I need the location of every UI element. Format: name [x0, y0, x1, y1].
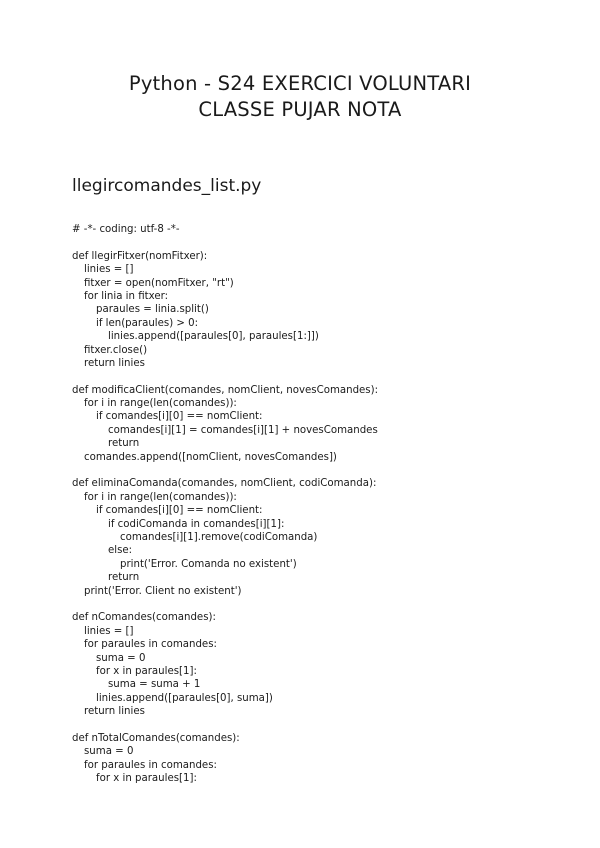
code-line: def nComandes(comandes):	[72, 612, 216, 624]
code-listing	[72, 223, 572, 785]
code-line: linies = []	[84, 264, 134, 276]
code-line: for paraules in comandes:	[84, 639, 217, 651]
code-line: suma = 0	[96, 652, 146, 664]
file-heading: llegircomandes_list.py	[72, 176, 262, 196]
document-title-line-2: CLASSE PUJAR NOTA	[198, 98, 402, 121]
code-line: if comandes[i][0] == nomClient:	[96, 505, 263, 517]
document-title-line-1: Python - S24 EXERCICI VOLUNTARI	[128, 72, 472, 95]
code-line: def llegirFitxer(nomFitxer):	[72, 250, 208, 262]
code-line: if comandes[i][0] == nomClient:	[96, 411, 263, 423]
code-line: return linies	[84, 706, 145, 718]
code-line: linies = []	[84, 625, 134, 637]
code-line: linies.append([paraules[0], paraules[1:]])	[108, 331, 319, 343]
code-line: def eliminaComanda(comandes, nomClient, codiComanda):	[72, 478, 377, 490]
code-line: suma = 0	[84, 746, 134, 758]
code-line: else:	[108, 545, 133, 557]
code-line: suma = suma + 1	[108, 679, 201, 691]
code-line: fitxer.close()	[84, 344, 148, 356]
code-line	[72, 236, 572, 249]
code-line: comandes[i][1] = comandes[i][1] + novesComandes	[108, 424, 378, 436]
code-line: if codiComanda in comandes[i][1]:	[108, 518, 285, 530]
code-line	[72, 464, 572, 477]
code-line: return	[108, 438, 140, 450]
code-line: def modificaClient(comandes, nomClient, novesComandes):	[72, 384, 379, 396]
code-line: fitxer = open(nomFitxer, "rt")	[84, 277, 234, 289]
code-line	[72, 598, 572, 611]
code-line	[72, 370, 572, 383]
code-line: linies.append([paraules[0], suma])	[96, 692, 273, 704]
code-line: return linies	[84, 357, 145, 369]
code-line: comandes.append([nomClient, novesComandes])	[84, 451, 337, 463]
code-line	[72, 718, 572, 731]
code-line: for i in range(len(comandes)):	[84, 491, 237, 503]
code-line: for x in paraules[1]:	[96, 665, 197, 677]
code-line: print('Error. Client no existent')	[84, 585, 242, 597]
code-line: for linia in fitxer:	[84, 290, 169, 302]
code-line: for i in range(len(comandes)):	[84, 398, 237, 410]
code-line: for paraules in comandes:	[84, 759, 217, 771]
code-line: for x in paraules[1]:	[96, 773, 197, 785]
code-line: def nTotalComandes(comandes):	[72, 732, 240, 744]
code-line: # -*- coding: utf-8 -*-	[72, 224, 180, 235]
code-line: paraules = linia.split()	[96, 304, 209, 316]
code-line: comandes[i][1].remove(codiComanda)	[120, 531, 318, 543]
code-line: print('Error. Comanda no existent')	[120, 558, 297, 570]
code-line: if len(paraules) > 0:	[96, 317, 199, 329]
code-line: return	[108, 572, 140, 584]
